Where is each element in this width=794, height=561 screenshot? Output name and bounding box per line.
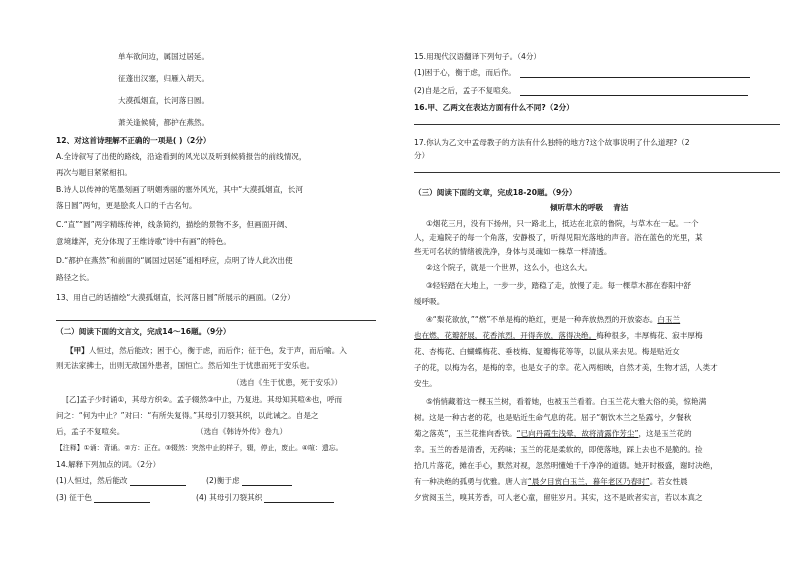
q12-option-a-line2: 再次与题目紧紧相扣。: [56, 168, 132, 177]
q12-stem: 12、对这首诗理解不正确的一项是( )（2分）: [56, 136, 211, 145]
q14-blank-4[interactable]: [264, 494, 334, 503]
q13-stem: 13、用自己的话描绘“大漠孤烟直，长河落日圆”所展示的画面。（2分）: [56, 293, 295, 302]
q15-blank-1[interactable]: [520, 69, 750, 78]
para-1-line3: 些无可名状的情绪被洗净，身体与灵魂如一株草一样清透。: [414, 247, 612, 256]
q17-stem-cont: 分）: [414, 151, 430, 160]
q14-stem: 14.解释下列加点的词。（2分）: [56, 460, 161, 469]
para-2: ②这个院子，就是一个世界，这么小，也这么大。: [426, 263, 593, 272]
para-4-line3: 花、杏梅花、白蝴蝶梅花、垂枝梅、复瓣梅花等等，以鼠从来去见。梅是贴近女: [414, 347, 680, 356]
passage-notes: 【注释】①诵：背诵。②方：正在。③辍然：突然中止的样子，辍，停止，废止。④喧：遗忘。: [56, 444, 343, 452]
para-5-quote-2: “晨夕目赏白玉兰，暮年老区乃春时”: [527, 477, 650, 486]
para-5-line6: 有一种决绝的孤勇与优雅。唐人言“晨夕目赏白玉兰，暮年老区乃春时”。若女性晨: [414, 477, 688, 486]
passage-jia-line2: 则无法家拂士，出则无敌国外患者，国恒亡。然后知生于忧患而死于安乐也。: [56, 361, 315, 370]
q15-stem: 15.用现代汉语翻译下列句子。（4分）: [414, 52, 542, 61]
q13-answer-line[interactable]: [56, 320, 376, 321]
para-5-line1: ⑤悄悄藏着这一棵玉兰树，看着她，也被玉兰看着。白玉兰花大雅大俗的美，惊艳满: [426, 397, 707, 406]
poem-line-2: 征蓬出汉塞，归雁入胡天。: [118, 74, 210, 83]
para-4-line5: 安生。: [414, 379, 437, 388]
para-5-line4: 幸。玉兰的香是清香，无药味；玉兰的花是柔软的，即使落地，踩上去也不是脆的。捡: [414, 445, 703, 454]
q12-option-b-line2: 落日圆”两句，更是脍炙人口的千古名句。: [56, 201, 197, 210]
poem-line-1: 单车欲问边，属国过居延。: [118, 52, 210, 61]
q12-option-d-line2: 路径之长。: [56, 273, 94, 282]
passage-yi-line1: [乙]孟子少时诵①，其母方织②。孟子辍然③中止，乃复进。其母知其喧④也，呼而: [66, 395, 343, 404]
q12-option-c-line2: 意境雄浑，充分体现了王维诗歌“诗中有画”的特色。: [56, 237, 231, 246]
passage-jia-label: 【甲】: [66, 346, 89, 355]
q14-blank-1[interactable]: [130, 477, 186, 486]
section-3-heading: （三）阅读下面的文章，完成18-20题。（9分）: [414, 188, 577, 197]
passage-jia-source: （选自《生于忧患，死于安乐》）: [232, 378, 343, 387]
para-3-line1: ③轻轻踏在大地上，一步一步，踏稳了走，放慢了走。每一棵草木都在春阳中舒: [426, 281, 691, 290]
para-5-line5: 拾几片落花，摊在手心，默然对视，忽然明懂她千千净净的道德。她开时极盛，谢时决绝，: [414, 461, 718, 470]
q15-blank-2[interactable]: [520, 87, 748, 96]
q17-answer-line[interactable]: [414, 172, 780, 173]
para-1-line1: ①烟花三月，没有下扬州，只一路北上，抵达在北京的鲁院，与草木在一起。一个: [426, 219, 699, 228]
q16-stem: 16.甲、乙两文在表达方面有什么不同?（2分）: [414, 103, 574, 112]
q14-item-1: (1)人恒过，然后能改: [56, 476, 186, 486]
q12-option-d-line1: D.“都护在燕然”和前面的“属国过居延”遥相呼应，点明了诗人此次出使: [56, 256, 293, 265]
para-4-underlined: 也在燃，花瓣舒展，花香浓烈，开得奔放，落得决绝。: [414, 331, 597, 340]
para-4-line1: ④“梨花欲放，”“燃”不单是梅的艳红，更是一种奔放热烈的开放姿态。白玉兰: [426, 315, 681, 324]
q14-item-3: (3) 征于色: [56, 493, 150, 503]
q12-option-a-line1: A.全诗叙写了出使的路线，沿途看到的风光以及听到候骑报告的前线情况，: [56, 152, 307, 161]
para-5-line2: 树。这是一种古老的花，也是贴近生命气息的花。屈子“朝饮木兰之坠露兮，夕餐秋: [414, 413, 692, 422]
passage-yi-line2: 问之：“何为中止？”对曰：“有所失复得。”其母引刀裂其织，以此诫之。自是之: [56, 411, 319, 420]
passage-yi-source: （选自《韩诗外传》卷九）: [196, 427, 288, 436]
q14-item-2: (2)衡于虑: [206, 476, 292, 486]
q14-item-4: (4) 其母引刀裂其织: [196, 493, 334, 503]
para-5-quote-1: “已向丹霞生浅晕，故将清露作芳尘”: [516, 429, 639, 438]
poem-line-3: 大漠孤烟直，长河落日圆。: [118, 96, 210, 105]
para-5-line7: 夕赏阅玉兰，嗅其芳香，可人老心童，留驻岁月。其实，这不是欧者实言，若以本真之: [414, 493, 703, 502]
passage-jia-line1: 【甲】人恒过，然后能改；困于心，衡于虑，而后作；征于色，发于声，而后喻。入: [66, 346, 347, 355]
q12-option-c-line1: C.“直”“圆”两字精练传神，线条简约，描绘的景物不多，但画面开阔、: [56, 220, 293, 229]
para-3-line2: 缓呼吸。: [414, 297, 445, 306]
q15-item-2: (2)自是之后，孟子不复喧矣。: [414, 86, 748, 96]
section-2-heading: （二）阅读下面的文言文，完成14～16题。（9分）: [56, 327, 231, 336]
q14-blank-2[interactable]: [242, 477, 292, 486]
para-4-line2: 也在燃，花瓣舒展，花香浓烈，开得奔放，落得决绝。梅种很多，丰厚梅花、寂丰厚梅: [414, 331, 703, 340]
q12-option-b-line1: B.诗人以传神的笔墨刻画了明媚秀丽的塞外风光，其中“大漠孤烟直，长河: [56, 185, 303, 194]
poem-line-4: 萧关逢候骑，都护在燕然。: [118, 118, 210, 127]
passage-yi-line3: 后，孟子不复喧矣。: [56, 427, 125, 436]
article-author: 青沽: [613, 203, 629, 212]
q14-blank-3[interactable]: [94, 494, 150, 503]
q15-item-1: (1)困于心，衡于虑，而后作。: [414, 68, 750, 78]
q16-answer-line[interactable]: [414, 124, 780, 125]
para-1-line2: 人，走遍院子的每一个角落，安静极了，听得见阳光落地的声音。浴在蓝色的光里，某: [414, 233, 703, 242]
para-5-line3: 菊之落英”，玉兰花推向香铁。“已向丹霞生浅晕，故将清露作芳尘”，这是玉兰花的: [414, 429, 692, 438]
q17-stem: 17.你认为乙文中孟母教子的方法有什么独特的地方?这个故事说明了什么道理?（2: [414, 138, 690, 147]
right-column: [400, 0, 794, 561]
article-title: 倾听草木的呼吸 青沽: [550, 203, 629, 212]
para-4-line4: 子的花，以梅为名，是梅的幸，也是女子的幸。花入两相映，自然才美，生物才活，人类才: [414, 363, 718, 372]
